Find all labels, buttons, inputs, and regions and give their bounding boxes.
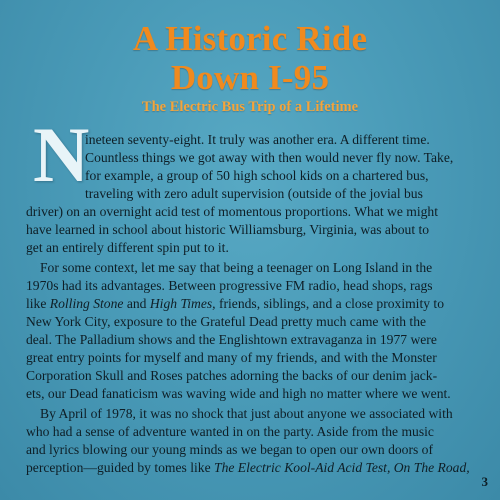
body-line: ets, our Dead fanaticism was waving wide and high no matter where we went. bbox=[26, 386, 451, 401]
body-line: ineteen seventy-eight. It truly was another era. A different time. bbox=[85, 132, 430, 147]
body-line: have learned in school about historic Williamsburg, Virginia, was about to bbox=[26, 222, 430, 237]
body-line bbox=[26, 459, 470, 477]
body-line: deal. The Palladium shows and the Englishtown extravaganza in 1977 were bbox=[26, 332, 437, 347]
body-text-run: like bbox=[26, 296, 50, 311]
body-text-run: friends, siblings, and a close proximity to bbox=[215, 296, 444, 311]
body-line: driver) on an overnight acid test of momentous proportions. What we might bbox=[26, 204, 439, 219]
body-text-run: perception—guided by tomes like bbox=[26, 460, 215, 475]
body-line: traveling with zero adult supervision (outside of the jovial bus bbox=[85, 186, 423, 201]
magazine-title: High Times, bbox=[149, 296, 216, 311]
body-line: By April of 1978, it was no shock that just about anyone we associated with bbox=[40, 406, 453, 421]
body-line: for example, a group of 50 high school kids on a chartered bus, bbox=[85, 168, 429, 183]
body-line: get an entirely different spin put to it. bbox=[26, 240, 229, 255]
body-line: New York City, exposure to the Grateful Dead pretty much came with the bbox=[26, 314, 427, 329]
drop-cap: N bbox=[33, 111, 90, 198]
body-text-run: and bbox=[123, 296, 150, 311]
page-number: 3 bbox=[481, 474, 488, 489]
body-line bbox=[26, 295, 444, 313]
body-line: Countless things we got away with then would never fly now. Take, bbox=[85, 150, 454, 165]
title-line-2: Down I-95 bbox=[170, 58, 330, 97]
body-line: who had a sense of adventure wanted in on the party. Aside from the music bbox=[26, 424, 434, 439]
magazine-title: Rolling Stone bbox=[49, 296, 124, 311]
body-line: 1970s had its advantages. Between progressive FM radio, head shops, rags bbox=[26, 278, 433, 293]
body-line: great entry points for myself and many of my friends, and with the Monster bbox=[26, 350, 437, 365]
body-line: For some context, let me say that being a teenager on Long Island in the bbox=[40, 260, 433, 275]
book-title: The Electric Kool-Aid Acid Test, On The Road, bbox=[214, 460, 470, 475]
subtitle: The Electric Bus Trip of a Lifetime bbox=[141, 99, 359, 115]
body-line: Corporation Skull and Roses patches adorning the backs of our denim jack- bbox=[26, 368, 438, 383]
body-line: and lyrics blowing our young minds as we began to open our own doors of bbox=[26, 442, 433, 457]
title-line-1: A Historic Ride bbox=[132, 19, 368, 58]
